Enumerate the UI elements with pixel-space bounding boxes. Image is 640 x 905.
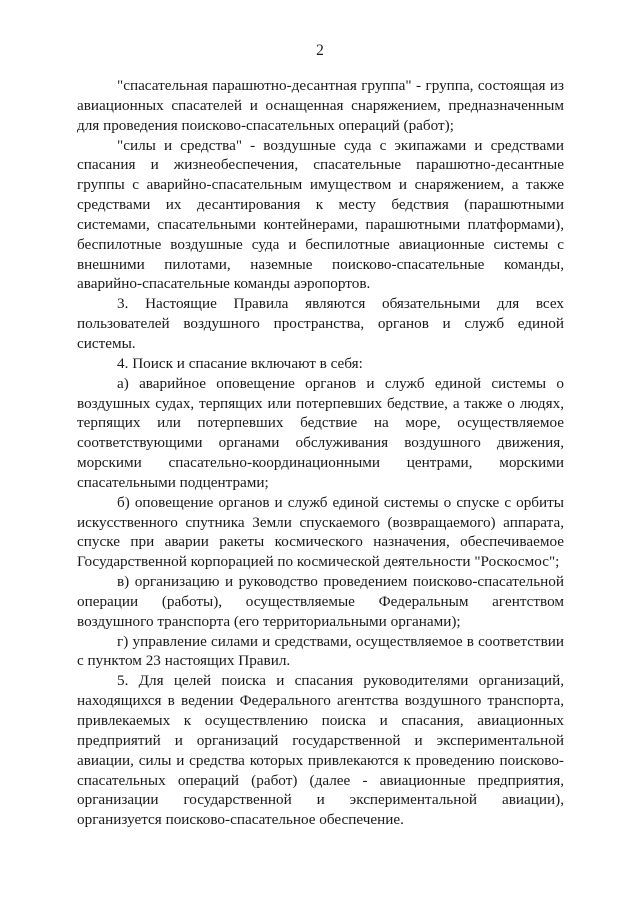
clause-5-search-rescue-support: 5. Для целей поиска и спасания руководителями организаций, находящихся в ведении Федерального агентства воздушного транспорта, привлекаемых к осуществлению поиска и спасания, авиационных предприятий и организаций государственной и экспериментальной авиации, силы и средства которых привлекаются к проведению поисково-спасательных операций (работ) (далее - авиационные предприятия, организации государственной и экспериментальной авиации), организуется поисково-спасательное обеспечение. [77,672,564,829]
document-body [77,76,564,830]
clause-4-item-g: г) управление силами и средствами, осуществляемое в соответствии с пунктом 23 настоящих Правил. [77,632,564,670]
clause-3-applicability: 3. Настоящие Правила являются обязательными для всех пользователей воздушного пространства, органов и служб единой системы. [77,295,564,352]
clause-4-item-b: б) оповещение органов и служб единой системы о спуске с орбиты искусственного спутника Земли спускаемого (возвращаемого) аппарата, спуске при аварии ракеты космического назначения, обеспечиваемое Государственной корпорацией по космической деятельности "Роскосмос"; [77,493,564,571]
clause-4-item-a: а) аварийное оповещение органов и служб единой системы о воздушных судах, терпящих или потерпевших бедствие, а также о людях, терпящих или потерпевших бедствие на море, осуществляемое соответствующими органами обслуживания воздушного движения, морскими спасательно-координационными центрами, морскими спасательными подцентрами; [77,374,564,491]
clause-4-intro: 4. Поиск и спасание включают в себя: [117,354,363,372]
clause-4-item-v: в) организацию и руководство проведением поисково-спасательной операции (работы), осуществляемые Федеральным агентством воздушного транспорта (его территориальными органами); [77,573,564,630]
definition-rescue-parachute-group: "спасательная парашютно-десантная группа" - группа, состоящая из авиационных спасателей и оснащенная снаряжением, предназначенным для проведения поисково-спасательных операций (работ); [77,77,564,134]
definition-forces-and-means: "силы и средства" - воздушные суда с экипажами и средствами спасания и жизнеобеспечения, спасательные парашютно-десантные группы с аварийно-спасательным имуществом и снаряжением, а также средствами их десантирования к месту бедствия (парашютными системами, спасательными контейнерами, парашютными платформами), беспилотные воздушные суда и беспилотные авиационные системы с внешними пилотами, наземные поисково-спасательные команды, аварийно-спасательные команды аэропортов. [77,136,564,293]
page-number: 2 [316,42,324,59]
